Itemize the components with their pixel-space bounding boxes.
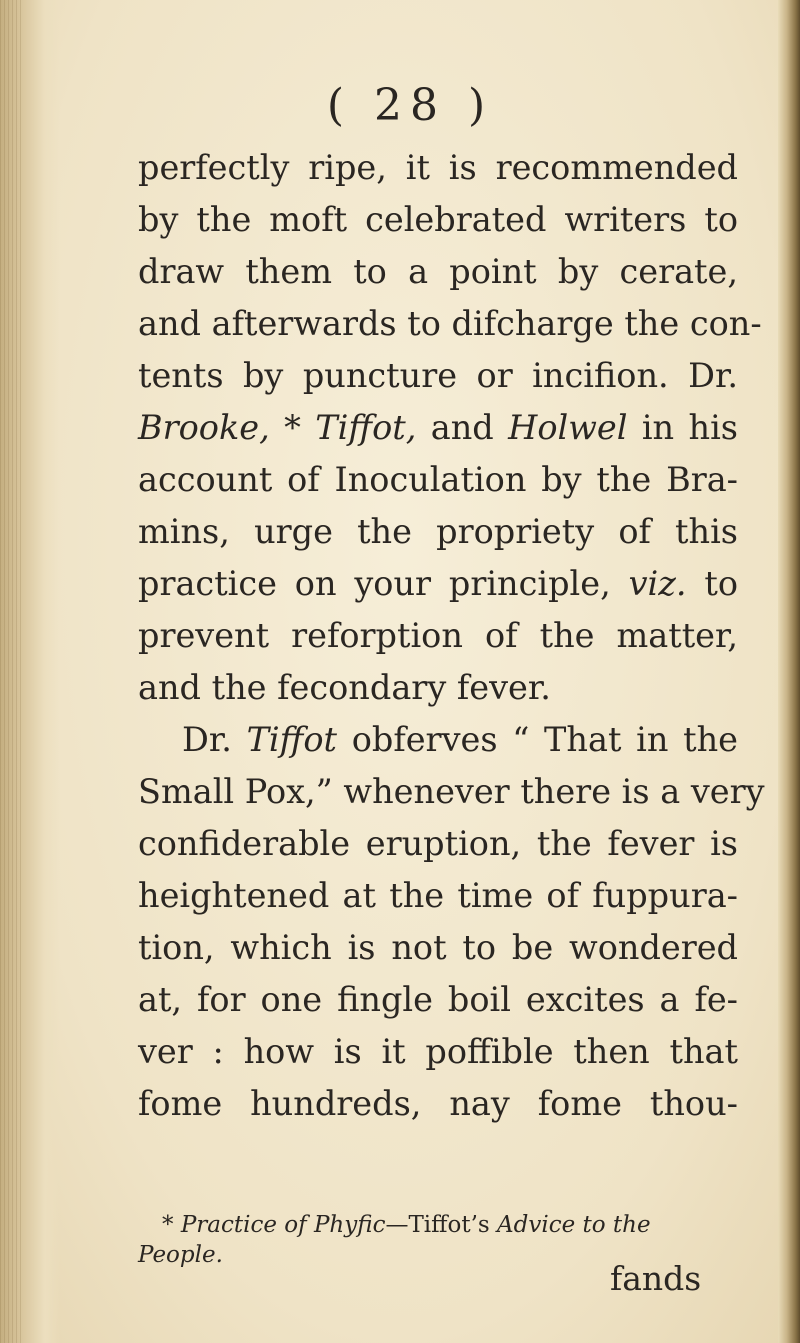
text-line	[138, 194, 738, 246]
text-run: practice on your principle,	[138, 564, 629, 603]
text-run: *	[162, 1212, 181, 1238]
text-line	[138, 662, 738, 714]
text-run: in his	[627, 408, 738, 447]
text-run: draw them to a point by cerate,	[138, 252, 738, 291]
text-line	[138, 350, 738, 402]
page-edge	[778, 0, 800, 1343]
italic-text: Tiffot	[246, 720, 337, 759]
text-run: at, for one fingle boil excites a fe-	[138, 980, 738, 1019]
italic-text: viz.	[628, 564, 687, 603]
text-run: heightened at the time of fuppura-	[138, 876, 738, 915]
text-line	[138, 818, 738, 870]
text-run: tion, which is not to be wondered	[138, 928, 738, 967]
italic-text: Advice to the	[497, 1212, 651, 1238]
text-run: and the fecondary fever.	[138, 668, 551, 707]
italic-text: Holwel	[508, 408, 628, 447]
text-run: tents by puncture or incifion. Dr.	[138, 356, 738, 395]
text-line	[138, 246, 738, 298]
body-text	[138, 142, 765, 1130]
italic-text: People.	[138, 1242, 223, 1268]
text-run: perfectly ripe, it is recommended	[138, 148, 738, 187]
text-line	[138, 922, 738, 974]
text-run: and afterwards to difcharge the con-	[138, 304, 762, 343]
text-run: obferves “ That in the	[337, 720, 738, 759]
text-run: account of Inoculation by the Bra-	[138, 460, 738, 499]
text-line	[138, 506, 738, 558]
text-line	[138, 766, 765, 818]
binding-gutter	[0, 0, 60, 1343]
text-line	[138, 402, 738, 454]
italic-text: Brooke,	[138, 408, 270, 447]
text-line	[138, 610, 738, 662]
italic-text: Practice of Phyfic	[180, 1212, 386, 1238]
text-line	[138, 1026, 738, 1078]
text-line	[138, 558, 738, 610]
text-run: fome hundreds, nay fome thou-	[138, 1084, 738, 1123]
text-run: *	[269, 408, 316, 447]
text-run: mins, urge the propriety of this	[138, 512, 738, 551]
text-run: confiderable eruption, the fever is	[138, 824, 738, 863]
text-run: —Tiffot’s	[385, 1212, 498, 1238]
catchword: fands	[610, 1259, 702, 1298]
text-run: Dr.	[182, 720, 247, 759]
text-run: ver : how is it poffible then that	[138, 1032, 738, 1071]
text-line	[138, 142, 738, 194]
text-line	[138, 714, 738, 766]
italic-text: Tiffot,	[315, 408, 417, 447]
text-line	[138, 1078, 738, 1130]
page-number: ( 28 )	[326, 80, 494, 131]
text-run: to	[686, 564, 738, 603]
text-line	[138, 974, 738, 1026]
text-run: and	[416, 408, 509, 447]
text-run: Small Pox,” whenever there is a very	[138, 772, 765, 811]
text-line	[138, 298, 762, 350]
text-run: by the moft celebrated writers to	[138, 200, 738, 239]
text-run: prevent reforption of the matter,	[138, 616, 738, 655]
footnote-line	[138, 1210, 738, 1240]
text-line	[138, 454, 738, 506]
text-line	[138, 870, 738, 922]
